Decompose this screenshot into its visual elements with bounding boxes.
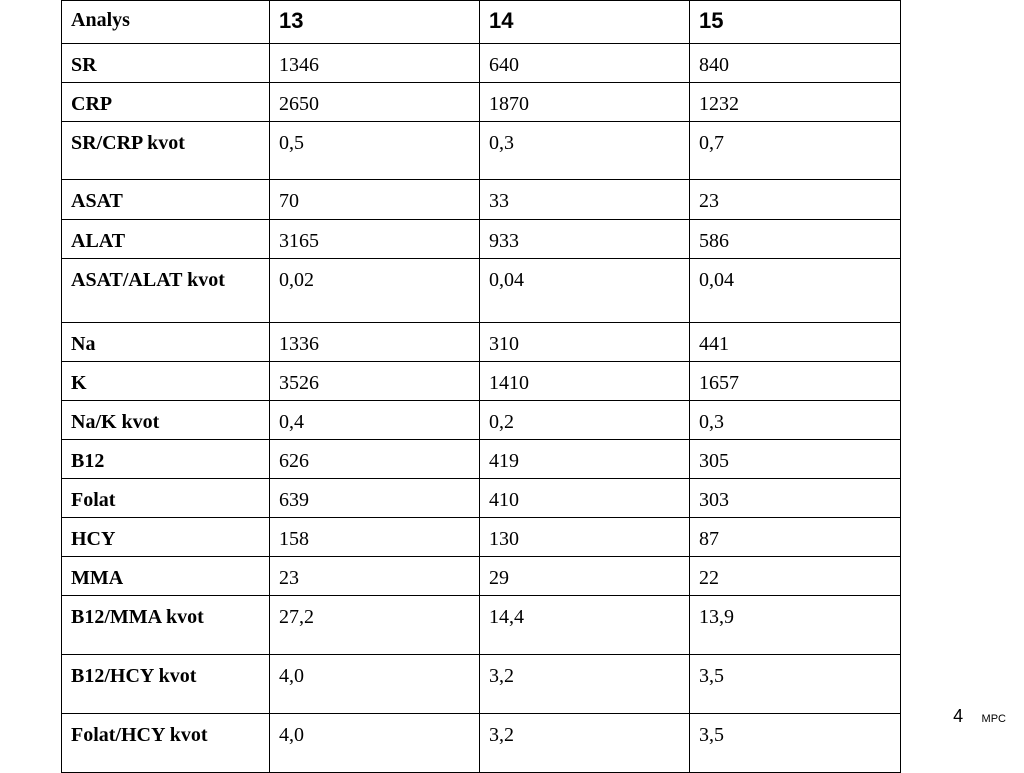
cell-value: 0,2 — [489, 411, 514, 433]
row-label-cell — [62, 557, 270, 596]
cell-value: 3,5 — [699, 665, 724, 687]
row-label: Folat/HCY kvot — [71, 724, 208, 746]
results-table-container — [61, 0, 901, 773]
value-cell — [690, 220, 901, 259]
table-row — [62, 518, 901, 557]
value-cell — [480, 220, 690, 259]
value-cell — [270, 259, 480, 323]
value-cell — [690, 323, 901, 362]
table-row — [62, 83, 901, 122]
cell-value: 3,5 — [699, 724, 724, 746]
cell-value: 1232 — [699, 93, 739, 115]
value-cell — [270, 323, 480, 362]
cell-value: 0,7 — [699, 132, 724, 154]
row-label: ASAT/ALAT kvot — [71, 269, 225, 291]
header-label: 13 — [279, 8, 304, 33]
cell-value: 933 — [489, 230, 519, 252]
row-label-cell — [62, 122, 270, 180]
page-number: 4 — [953, 706, 964, 726]
cell-value: 1410 — [489, 372, 529, 394]
table-row — [62, 259, 901, 323]
value-cell — [480, 259, 690, 323]
table-row — [62, 440, 901, 479]
cell-value: 1870 — [489, 93, 529, 115]
header-label: 14 — [489, 8, 514, 33]
table-row — [62, 44, 901, 83]
cell-value: 586 — [699, 230, 729, 252]
value-cell — [690, 44, 901, 83]
row-label-cell — [62, 655, 270, 714]
footer-label: MPC — [981, 713, 1006, 725]
cell-value: 0,5 — [279, 132, 304, 154]
table-row — [62, 714, 901, 773]
value-cell — [690, 479, 901, 518]
row-label-cell — [62, 362, 270, 401]
value-cell — [270, 401, 480, 440]
table-header-row — [62, 1, 901, 44]
row-label-cell — [62, 440, 270, 479]
header-label: 15 — [699, 8, 724, 33]
value-cell — [480, 83, 690, 122]
slide-footer — [953, 706, 1006, 727]
cell-value: 0,3 — [699, 411, 724, 433]
value-cell — [480, 122, 690, 180]
table-row — [62, 220, 901, 259]
row-label: SR — [71, 54, 97, 76]
cell-value: 410 — [489, 489, 519, 511]
cell-value: 2650 — [279, 93, 319, 115]
cell-value: 640 — [489, 54, 519, 76]
row-label: ASAT — [71, 190, 123, 212]
row-label-cell — [62, 180, 270, 220]
cell-value: 70 — [279, 190, 299, 212]
cell-value: 0,3 — [489, 132, 514, 154]
cell-value: 419 — [489, 450, 519, 472]
row-label: ALAT — [71, 230, 126, 252]
results-table-body — [62, 1, 901, 773]
table-row — [62, 655, 901, 714]
value-cell — [270, 655, 480, 714]
value-cell — [480, 401, 690, 440]
row-label: B12/MMA kvot — [71, 606, 204, 628]
cell-value: 14,4 — [489, 606, 524, 628]
table-row — [62, 180, 901, 220]
results-table — [61, 0, 901, 773]
value-cell — [480, 714, 690, 773]
cell-value: 4,0 — [279, 724, 304, 746]
value-cell — [690, 714, 901, 773]
row-label: K — [71, 372, 87, 394]
cell-value: 0,4 — [279, 411, 304, 433]
value-cell — [690, 596, 901, 655]
row-label-cell — [62, 44, 270, 83]
cell-value: 4,0 — [279, 665, 304, 687]
cell-value: 33 — [489, 190, 509, 212]
value-cell — [270, 596, 480, 655]
row-label-cell — [62, 518, 270, 557]
cell-value: 3526 — [279, 372, 319, 394]
value-cell — [690, 259, 901, 323]
value-cell — [690, 362, 901, 401]
value-cell — [480, 180, 690, 220]
cell-value: 305 — [699, 450, 729, 472]
value-cell — [270, 122, 480, 180]
value-cell — [480, 440, 690, 479]
value-cell — [690, 655, 901, 714]
cell-value: 22 — [699, 567, 719, 589]
row-label-cell — [62, 220, 270, 259]
cell-value: 3,2 — [489, 724, 514, 746]
value-cell — [690, 122, 901, 180]
row-label: SR/CRP kvot — [71, 132, 185, 154]
cell-value: 303 — [699, 489, 729, 511]
cell-value: 840 — [699, 54, 729, 76]
cell-value: 23 — [699, 190, 719, 212]
cell-value: 0,04 — [489, 269, 524, 291]
cell-value: 13,9 — [699, 606, 734, 628]
cell-value: 87 — [699, 528, 719, 550]
value-cell — [690, 518, 901, 557]
value-cell — [690, 180, 901, 220]
row-label-cell — [62, 323, 270, 362]
row-label: Na/K kvot — [71, 411, 160, 433]
cell-value: 3165 — [279, 230, 319, 252]
header-cell-14 — [480, 1, 690, 44]
row-label: MMA — [71, 567, 124, 589]
table-row — [62, 323, 901, 362]
cell-value: 626 — [279, 450, 309, 472]
row-label-cell — [62, 479, 270, 518]
cell-value: 1346 — [279, 54, 319, 76]
cell-value: 1657 — [699, 372, 739, 394]
table-row — [62, 479, 901, 518]
value-cell — [270, 440, 480, 479]
value-cell — [270, 180, 480, 220]
value-cell — [270, 83, 480, 122]
value-cell — [270, 479, 480, 518]
cell-value: 1336 — [279, 333, 319, 355]
table-row — [62, 557, 901, 596]
value-cell — [690, 440, 901, 479]
value-cell — [270, 557, 480, 596]
header-cell-15 — [690, 1, 901, 44]
header-cell-13 — [270, 1, 480, 44]
table-row — [62, 596, 901, 655]
row-label-cell — [62, 596, 270, 655]
cell-value: 639 — [279, 489, 309, 511]
value-cell — [480, 518, 690, 557]
header-cell-analys — [62, 1, 270, 44]
value-cell — [270, 44, 480, 83]
value-cell — [690, 557, 901, 596]
value-cell — [480, 557, 690, 596]
row-label-cell — [62, 714, 270, 773]
cell-value: 29 — [489, 567, 509, 589]
value-cell — [690, 83, 901, 122]
cell-value: 130 — [489, 528, 519, 550]
row-label-cell — [62, 83, 270, 122]
value-cell — [480, 479, 690, 518]
cell-value: 441 — [699, 333, 729, 355]
value-cell — [480, 655, 690, 714]
row-label: B12 — [71, 450, 105, 472]
cell-value: 3,2 — [489, 665, 514, 687]
cell-value: 27,2 — [279, 606, 314, 628]
row-label-cell — [62, 259, 270, 323]
cell-value: 158 — [279, 528, 309, 550]
value-cell — [480, 44, 690, 83]
value-cell — [480, 596, 690, 655]
value-cell — [270, 220, 480, 259]
value-cell — [270, 362, 480, 401]
value-cell — [270, 518, 480, 557]
header-label: Analys — [71, 9, 130, 31]
row-label: Na — [71, 333, 96, 355]
cell-value: 0,02 — [279, 269, 314, 291]
row-label: CRP — [71, 93, 113, 115]
table-row — [62, 362, 901, 401]
value-cell — [690, 401, 901, 440]
row-label: HCY — [71, 528, 116, 550]
cell-value: 23 — [279, 567, 299, 589]
table-row — [62, 122, 901, 180]
value-cell — [270, 714, 480, 773]
table-row — [62, 401, 901, 440]
cell-value: 0,04 — [699, 269, 734, 291]
row-label: Folat — [71, 489, 116, 511]
value-cell — [480, 323, 690, 362]
row-label: B12/HCY kvot — [71, 665, 197, 687]
cell-value: 310 — [489, 333, 519, 355]
value-cell — [480, 362, 690, 401]
row-label-cell — [62, 401, 270, 440]
